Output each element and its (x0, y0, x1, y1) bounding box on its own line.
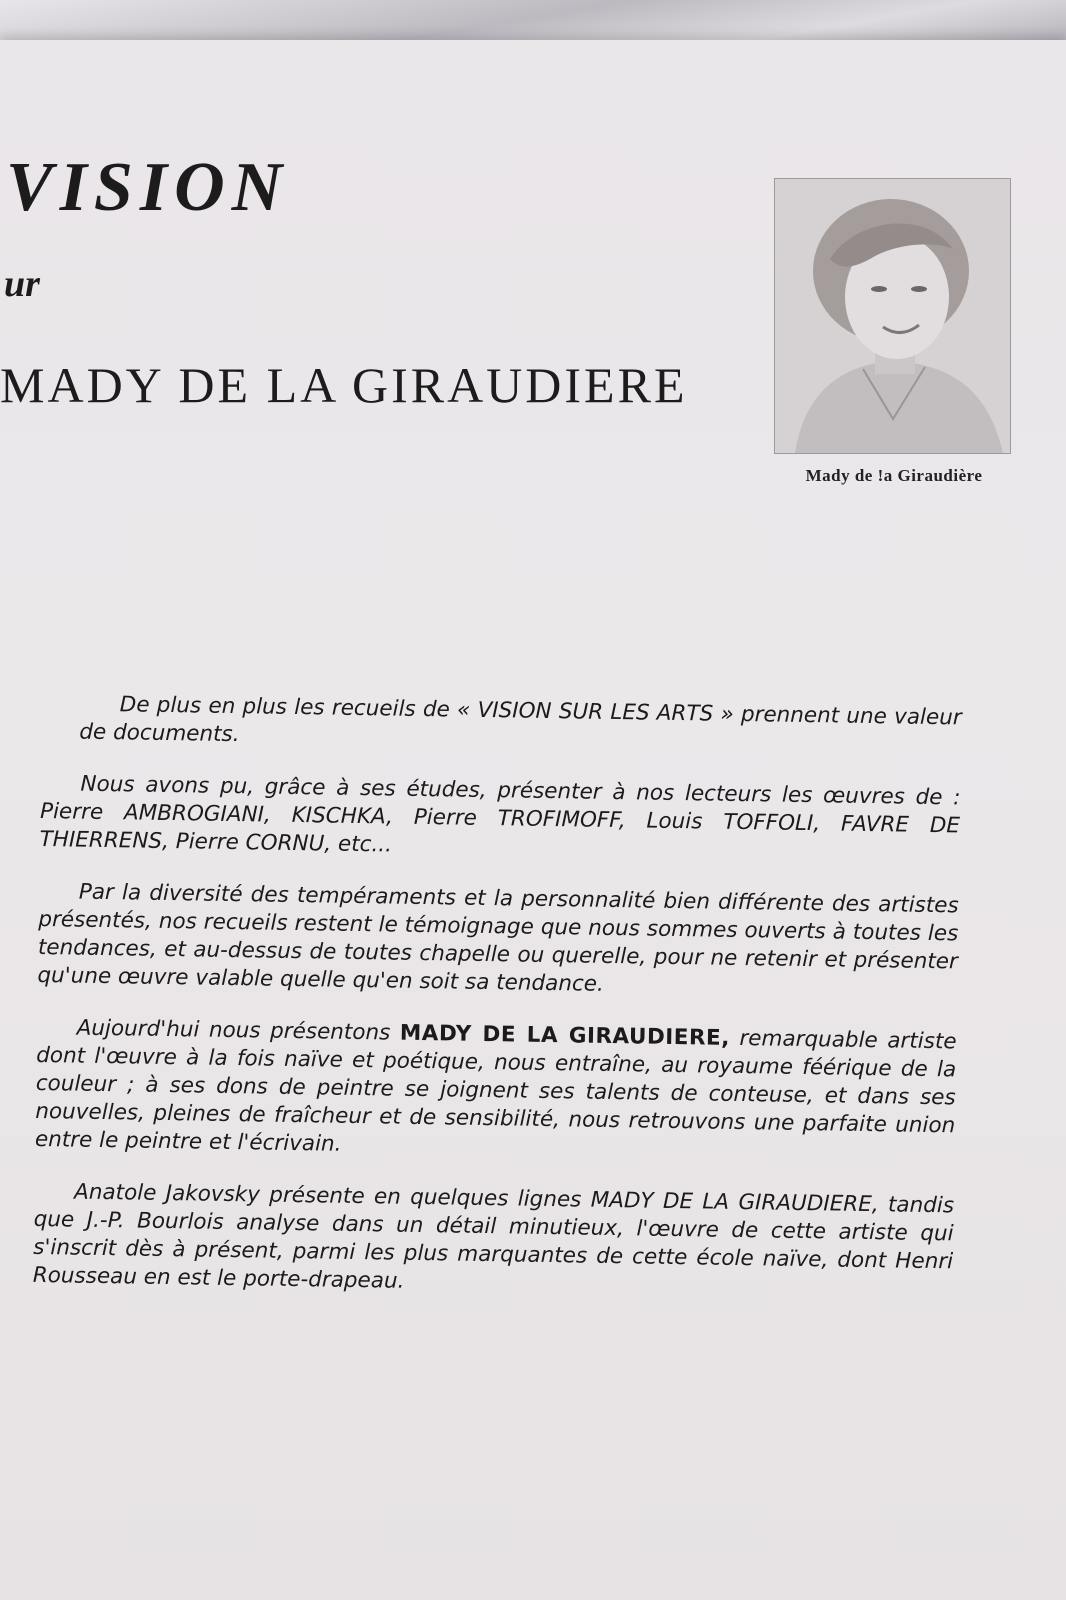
paragraph-3: Par la diversité des tempéraments et la personnalité bien différente des artistes présentés, nos recueils restent le témoignage que nous sommes ouverts à toutes les tendances, et au-dessus de toutes chapelle ou querelle, pour ne retenir et présenter qu'une œuvre valable quelle qu'en soit sa tendance. (37, 879, 959, 997)
paragraph-1: De plus en plus les recueils de « VISION SUR LES ARTS » prennent une valeur de documents. (79, 692, 962, 748)
paragraph-4 (35, 1014, 957, 1168)
paragraph-2: Nous avons pu, grâce à ses études, présenter à nos lecteurs les œuvres de : Pierre AMBROGIANI, KISCHKA, Pierre TROFIMOFF, Louis TOFFOLI, FAVRE DE THIERRENS, Pierre CORNU, etc... (39, 771, 961, 858)
portrait-photo (774, 178, 1011, 454)
paragraph-4-rest: remarquable artiste dont l'œuvre à la fois naïve et poétique, nous entraîne, au royaume féérique de la couleur ; à ses dons de peintre se joignent ses talents de conteuse, et dans ses nouvelles, pleines de fraîcheur et de sensibilité, nous retrouvons une parfaite union entre le peintre et l'écrivain. (34, 1025, 957, 1157)
artist-heading: MADY DE LA GIRAUDIERE (0, 357, 688, 413)
page-title: VISION (6, 149, 290, 226)
article-body (32, 690, 962, 1328)
paragraph-5: Anatole Jakovsky présente en quelques lignes MADY DE LA GIRAUDIERE, tandis que J.-P. Bourlois analyse dans un détail minutieux, l'œuvre de cette artiste qui s'inscrit dès à présent, parmi les plus marquantes de cette école naïve, dont Henri Rousseau en est le porte-drapeau. (32, 1179, 955, 1294)
artist-name-highlight: MADY DE LA GIRAUDIERE, (399, 1020, 731, 1051)
portrait-caption: Mady de !a Giraudière (805, 466, 983, 485)
subtitle-fragment: ur (4, 263, 40, 305)
paragraph-4-lead: Aujourd'hui nous présentons (76, 1015, 401, 1046)
